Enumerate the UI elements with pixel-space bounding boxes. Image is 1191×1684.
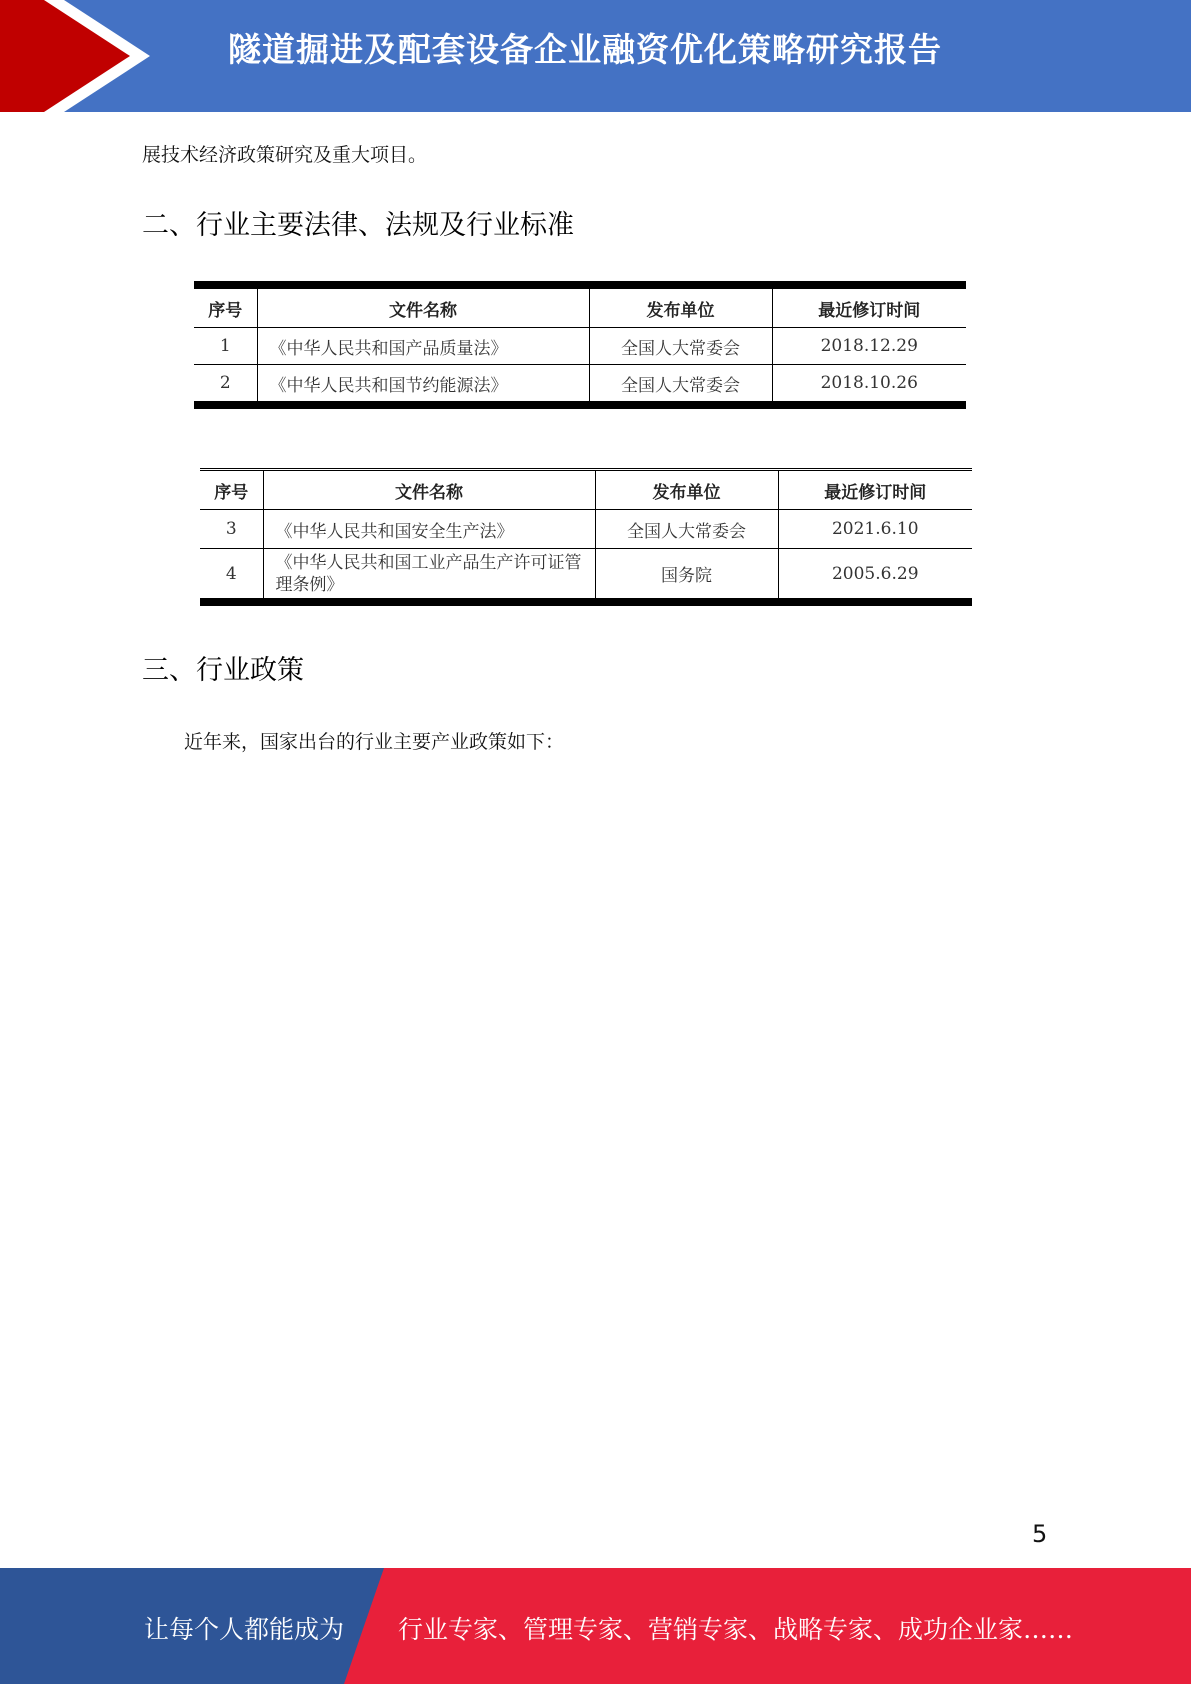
laws-table-1: [194, 281, 966, 409]
section-heading-policy: 三、行业政策: [142, 655, 304, 686]
row-date: 2005.6.29: [778, 549, 972, 603]
col-header-no: 序号: [200, 470, 263, 510]
row-issuer: 全国人大常委会: [589, 365, 772, 406]
col-header-issuer: 发布单位: [589, 285, 772, 328]
row-no: 2: [219, 373, 231, 393]
footer-slogan-left: 让每个人都能成为: [144, 1615, 345, 1644]
row-name: 《中华人民共和国安全生产法》: [263, 510, 595, 549]
row-name: 《中华人民共和国产品质量法》: [257, 328, 589, 365]
row-no: 1: [194, 328, 257, 365]
row-issuer: 全国人大常委会: [595, 510, 778, 549]
col-header-no: 序号: [194, 285, 257, 328]
header-arrow-decoration: [0, 0, 160, 112]
row-date: 2018.10.26: [772, 365, 966, 406]
col-header-name: 文件名称: [257, 285, 589, 328]
row-date: 2018.12.29: [772, 328, 966, 365]
footer-slogan-right: 行业专家、管理专家、营销专家、战略专家、成功企业家……: [398, 1615, 1074, 1644]
row-no: 4: [225, 563, 237, 584]
section-heading-laws: 二、行业主要法律、法规及行业标准: [142, 210, 574, 241]
footer-banner: [0, 1568, 1191, 1684]
table-header-row: [194, 285, 966, 328]
col-header-name: 文件名称: [263, 470, 595, 510]
table-row: [194, 365, 966, 406]
col-header-issuer: 发布单位: [595, 470, 778, 510]
row-name: 《中华人民共和国节约能源法》: [257, 365, 589, 406]
row-name: 《中华人民共和国工业产品生产许可证管理条例》: [263, 549, 595, 603]
table-header-row: [200, 470, 972, 510]
page-number: 5: [1032, 1520, 1048, 1548]
table-row: [194, 328, 966, 365]
table-row: [200, 510, 972, 549]
policy-intro-text: 近年来，国家出台的行业主要产业政策如下：: [184, 731, 565, 753]
row-issuer: 国务院: [595, 549, 778, 603]
row-date: 2021.6.10: [778, 510, 972, 549]
report-title: 隧道掘进及配套设备企业融资优化策略研究报告: [228, 30, 942, 69]
table-row: [200, 549, 972, 603]
row-no: 3: [200, 510, 263, 549]
continuation-text: 展技术经济政策研究及重大项目。: [142, 144, 428, 166]
laws-table-2: [200, 468, 972, 606]
col-header-date: 最近修订时间: [778, 470, 972, 510]
header-banner: [0, 0, 1191, 112]
col-header-date: 最近修订时间: [772, 285, 966, 328]
row-issuer: 全国人大常委会: [589, 328, 772, 365]
